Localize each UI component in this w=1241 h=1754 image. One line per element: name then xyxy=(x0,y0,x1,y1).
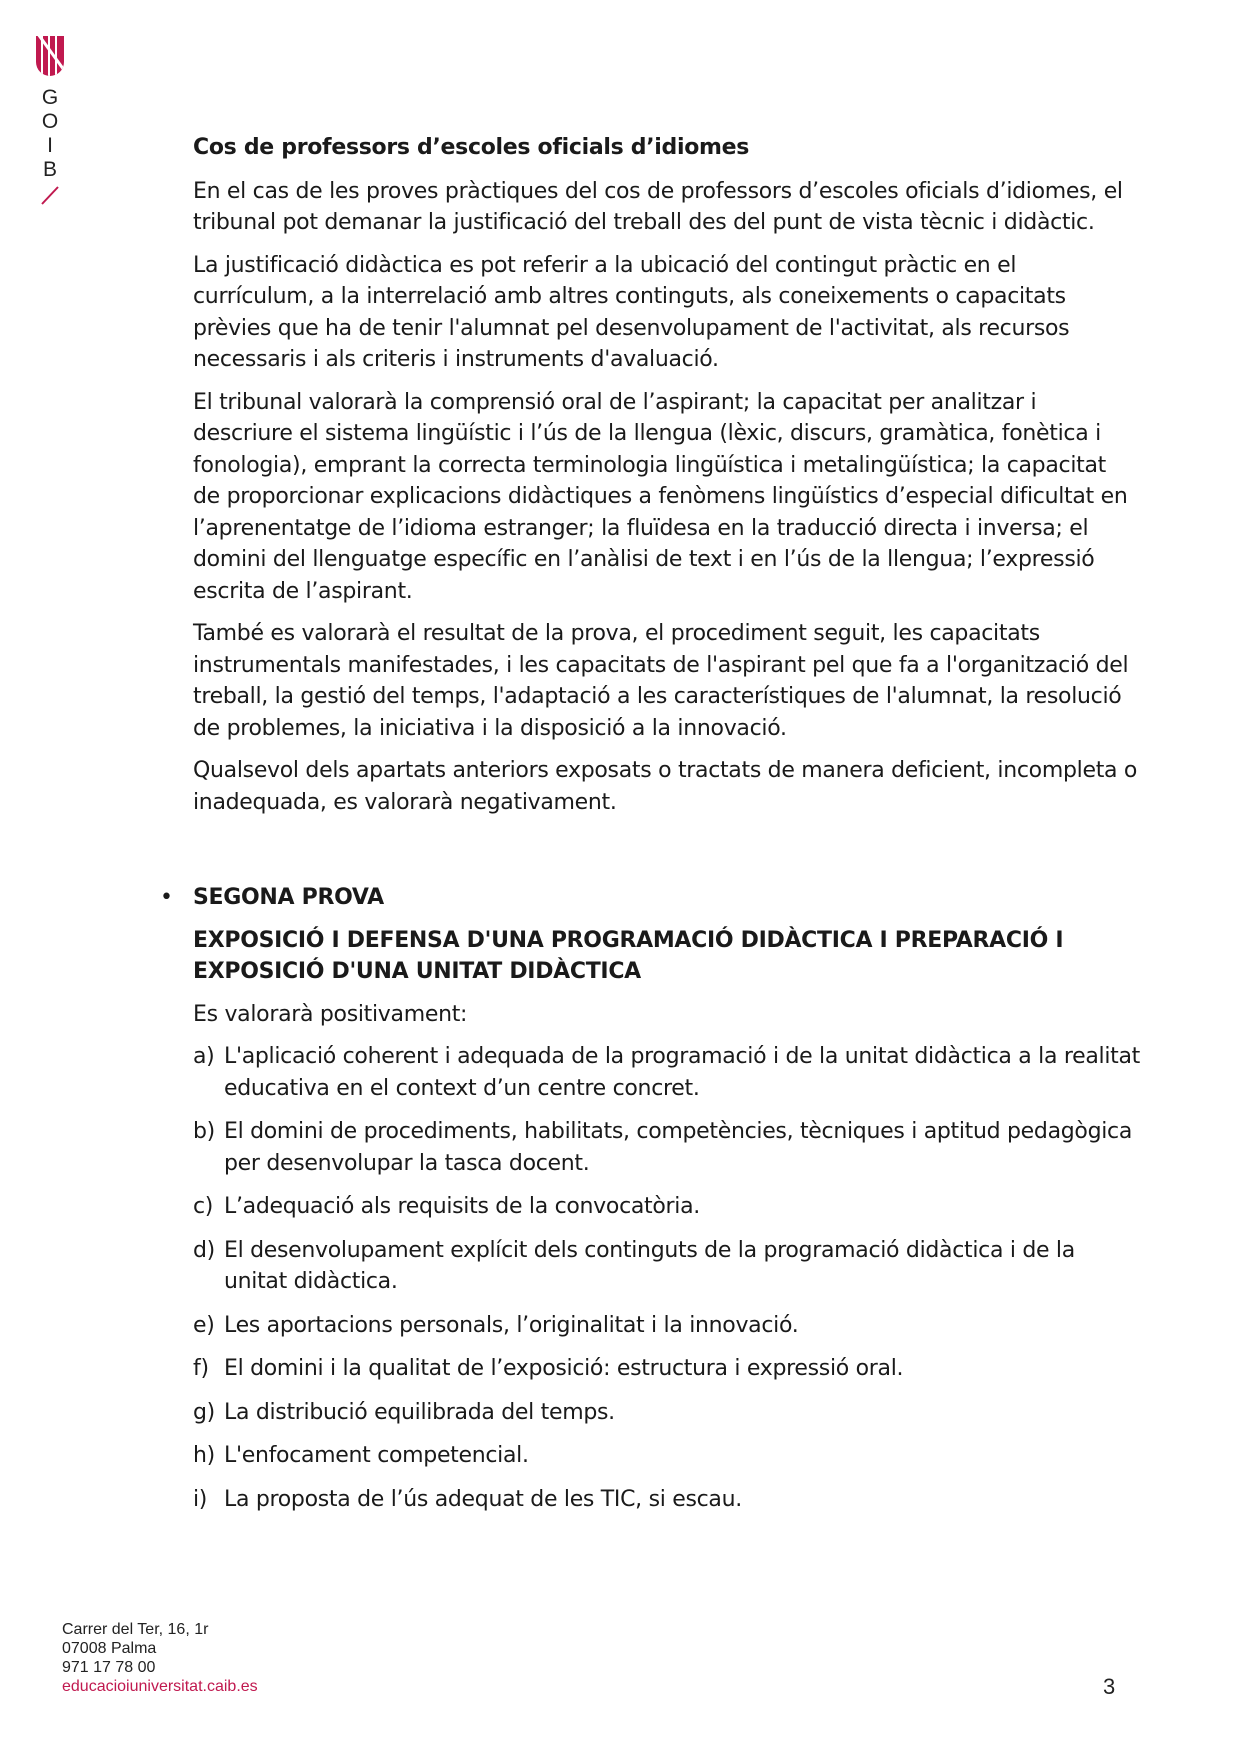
list-item-text: El domini de procediments, habilitats, competències, tècniques i aptitud pedagògica per desenvolupar la tasca docent. xyxy=(224,1119,1133,1176)
website-link[interactable]: educacioiuniversitat.caib.es xyxy=(62,1678,258,1695)
section-subtitle: EXPOSICIÓ I DEFENSA D'UNA PROGRAMACIÓ DIDÀCTICA I PREPARACIÓ I EXPOSICIÓ D'UNA UNITAT DIDÀCTICA xyxy=(193,927,1064,984)
list-item xyxy=(193,1116,1140,1179)
list-item-text: El domini i la qualitat de l’exposició: estructura i expressió oral. xyxy=(224,1356,904,1381)
footer-address xyxy=(62,1620,258,1696)
list-item xyxy=(193,1310,1140,1342)
goib-wordmark xyxy=(36,86,64,182)
list-item-text: La proposta de l’ús adequat de les TIC, si escau. xyxy=(224,1486,742,1512)
logo-letter: G xyxy=(41,86,59,109)
paragraph: Qualsevol dels apartats anteriors exposats o tractats de manera deficient, incompleta o inadequada, es valorarà negativament. xyxy=(193,758,1138,815)
criteria-list xyxy=(193,1041,1140,1515)
paragraph: També es valorarà el resultat de la prova, el procediment seguit, les capacitats instrumentals manifestades, i les capacitats de l'aspirant pel que fa a l'organització del treball, la gestió del temps, l'adaptació a les característiques de l'alumnat, la resolució de problemes, la iniciativa i la disposició a la innovació. xyxy=(193,621,1129,741)
list-item xyxy=(193,1235,1140,1298)
list-item-text: El desenvolupament explícit dels continguts de la programació didàctica i de la unitat didàctica. xyxy=(224,1237,1075,1294)
main-content xyxy=(193,132,1138,829)
bullet-icon: • xyxy=(160,885,173,910)
logo-slash-icon xyxy=(36,184,64,206)
list-item xyxy=(193,1484,1140,1516)
goib-shield-icon xyxy=(36,36,64,76)
list-marker: d) xyxy=(193,1237,215,1263)
logo-letter: I xyxy=(47,134,53,157)
list-marker: e) xyxy=(193,1312,215,1338)
list-marker: i) xyxy=(193,1486,208,1512)
goib-logo xyxy=(36,36,66,206)
list-item-text: L’adequació als requisits de la convocatòria. xyxy=(224,1194,700,1219)
list-item xyxy=(193,1041,1140,1104)
paragraph: En el cas de les proves pràctiques del cos de professors d’escoles oficials d’idiomes, el tribunal pot demanar la justificació del treball des del punt de vista tècnic i didàctic. xyxy=(193,178,1123,235)
phone-number: 971 17 78 00 xyxy=(62,1659,156,1676)
list-item xyxy=(193,1353,1140,1385)
list-item xyxy=(193,1397,1140,1429)
list-marker: h) xyxy=(193,1443,215,1468)
logo-letter: O xyxy=(41,110,59,133)
section-intro: Es valorarà positivament: xyxy=(193,1001,468,1027)
list-marker: g) xyxy=(193,1399,215,1425)
list-item xyxy=(193,1440,1140,1472)
list-marker: b) xyxy=(193,1119,215,1144)
address-line: Carrer del Ter, 16, 1r xyxy=(62,1621,209,1638)
list-item-text: L'aplicació coherent i adequada de la programació i de la unitat didàctica a la realitat educativa en el context d’un centre concret. xyxy=(224,1044,1140,1101)
list-item xyxy=(193,1191,1140,1223)
section-heading: Cos de professors d’escoles oficials d’idiomes xyxy=(193,135,750,160)
page-number: 3 xyxy=(1103,1674,1116,1699)
list-marker: f) xyxy=(193,1356,209,1381)
list-item-text: L'enfocament competencial. xyxy=(224,1443,529,1468)
logo-letter: B xyxy=(42,158,57,181)
list-marker: a) xyxy=(193,1044,215,1069)
list-item-text: Les aportacions personals, l’originalitat i la innovació. xyxy=(224,1312,799,1338)
paragraph: El tribunal valorarà la comprensió oral de l’aspirant; la capacitat per analitzar i descriure el sistema lingüístic i l’ús de la llengua (lèxic, discurs, gramàtica, fonètica i fonologia), emprant la correcta terminologia lingüística i metalingüística; la capacitat de proporcionar explicacions didàctiques a fenòmens lingüístics d’especial dificultat en l’aprenentatge de l’idioma estranger; la fluïdesa en la traducció directa i inversa; el domini del llenguatge específic en l’anàlisi de text i en l’ús de la llengua; l’expressió escrita de l’aspirant. xyxy=(193,389,1128,604)
list-item-text: La distribució equilibrada del temps. xyxy=(224,1399,615,1425)
segona-prova-section xyxy=(160,882,1140,1527)
paragraph: La justificació didàctica es pot referir a la ubicació del contingut pràctic en el currículum, a la interrelació amb altres continguts, als coneixements o capacitats prèvies que ha de tenir l'alumnat pel desenvolupament de l'activitat, als recursos necessaris i als criteris i instruments d'avaluació. xyxy=(193,252,1070,372)
section-title: SEGONA PROVA xyxy=(193,885,384,910)
postal-city: 07008 Palma xyxy=(62,1640,157,1657)
list-marker: c) xyxy=(193,1194,214,1219)
